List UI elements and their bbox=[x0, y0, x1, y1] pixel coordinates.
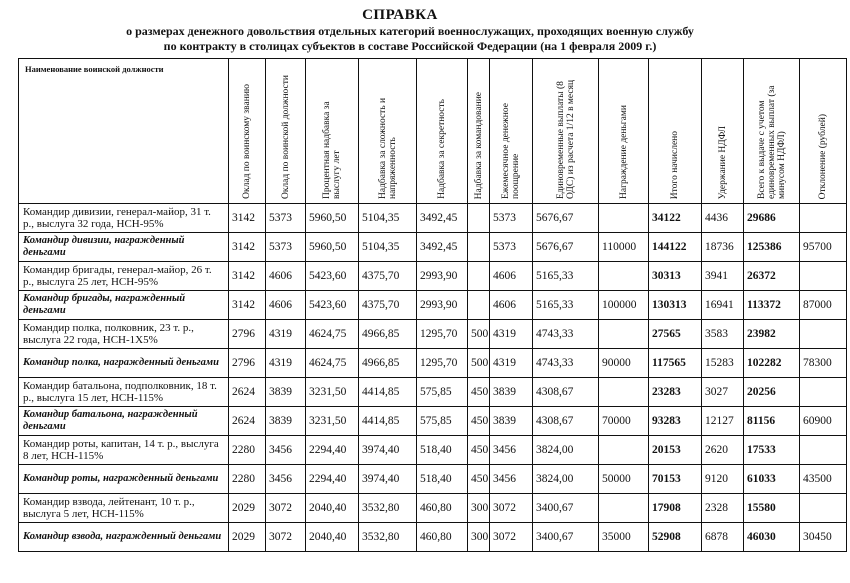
table-cell: 4414,85 bbox=[359, 378, 417, 407]
table-cell: 60900 bbox=[800, 407, 847, 436]
table-cell: 5676,67 bbox=[533, 233, 599, 262]
table-cell: 35000 bbox=[599, 523, 649, 552]
column-header-label: Итого начислено bbox=[670, 130, 680, 199]
table-cell: 90000 bbox=[599, 349, 649, 378]
position-name: Командир полка, награжденный деньгами bbox=[19, 349, 229, 378]
table-cell: 5960,50 bbox=[306, 204, 359, 233]
table-cell: 15580 bbox=[744, 494, 800, 523]
table-cell: 30450 bbox=[800, 523, 847, 552]
table-cell: 3583 bbox=[702, 320, 744, 349]
table-cell: 26372 bbox=[744, 262, 800, 291]
table-cell: 3839 bbox=[490, 378, 533, 407]
table-cell: 2624 bbox=[229, 378, 266, 407]
table-cell: 17908 bbox=[649, 494, 702, 523]
table-cell: 1295,70 bbox=[417, 349, 468, 378]
table-cell: 2328 bbox=[702, 494, 744, 523]
table-cell: 4606 bbox=[266, 291, 306, 320]
table-cell: 5373 bbox=[490, 204, 533, 233]
table-cell: 70153 bbox=[649, 465, 702, 494]
table-cell: 2040,40 bbox=[306, 523, 359, 552]
table-cell: 113372 bbox=[744, 291, 800, 320]
table-cell bbox=[800, 378, 847, 407]
table-cell: 3941 bbox=[702, 262, 744, 291]
document-subtitle bbox=[60, 24, 760, 54]
table-cell: 87000 bbox=[800, 291, 847, 320]
table-cell: 3456 bbox=[266, 436, 306, 465]
column-header-label: Ежемесячное денежное поощрение bbox=[501, 103, 521, 199]
table-cell bbox=[800, 262, 847, 291]
position-name: Командир дивизии, награжденный деньгами bbox=[19, 233, 229, 262]
table-row bbox=[19, 262, 847, 291]
table-cell: 3456 bbox=[266, 465, 306, 494]
table-cell: 12127 bbox=[702, 407, 744, 436]
table-cell: 3532,80 bbox=[359, 523, 417, 552]
table-cell: 27565 bbox=[649, 320, 702, 349]
table-cell: 300 bbox=[468, 494, 490, 523]
column-header bbox=[468, 59, 490, 204]
table-cell: 3974,40 bbox=[359, 436, 417, 465]
table-cell: 3824,00 bbox=[533, 465, 599, 494]
table-cell bbox=[599, 204, 649, 233]
table-cell: 2624 bbox=[229, 407, 266, 436]
column-header-label: Удержание НДФЛ bbox=[717, 125, 728, 199]
table-cell: 16941 bbox=[702, 291, 744, 320]
table-cell: 3231,50 bbox=[306, 378, 359, 407]
table-cell: 18736 bbox=[702, 233, 744, 262]
column-header-label: Награждение деньгами bbox=[618, 105, 629, 199]
column-header bbox=[533, 59, 599, 204]
table-cell: 5423,60 bbox=[306, 262, 359, 291]
table-cell: 4624,75 bbox=[306, 320, 359, 349]
table-cell: 450 bbox=[468, 407, 490, 436]
column-header-label: Процентная надбавка за выслугу лет bbox=[322, 101, 342, 199]
table-cell: 5373 bbox=[266, 204, 306, 233]
subtitle-line-1: о размерах денежного довольствия отдельных категорий военнослужащих, проходящих военную службу bbox=[126, 24, 694, 38]
table-cell: 3027 bbox=[702, 378, 744, 407]
table-cell: 4319 bbox=[490, 349, 533, 378]
table-cell bbox=[599, 378, 649, 407]
table-cell: 3142 bbox=[229, 291, 266, 320]
table-cell: 130313 bbox=[649, 291, 702, 320]
table-header-row bbox=[19, 59, 847, 204]
table-cell: 450 bbox=[468, 465, 490, 494]
column-header-position: Наименование воинской должности bbox=[19, 59, 229, 204]
position-name: Командир бригады, генерал-майор, 26 т. р., выслуга 25 лет, НСН-95% bbox=[19, 262, 229, 291]
position-name: Командир роты, капитан, 14 т. р., выслуга 8 лет, НСН-115% bbox=[19, 436, 229, 465]
table-cell: 4743,33 bbox=[533, 320, 599, 349]
table-row bbox=[19, 233, 847, 262]
column-header-label: Надбавка за командование bbox=[473, 91, 484, 199]
table-cell: 81156 bbox=[744, 407, 800, 436]
table-cell bbox=[599, 494, 649, 523]
table-cell: 4414,85 bbox=[359, 407, 417, 436]
table-cell: 5676,67 bbox=[533, 204, 599, 233]
table-cell: 3456 bbox=[490, 465, 533, 494]
column-header bbox=[599, 59, 649, 204]
table-cell: 4436 bbox=[702, 204, 744, 233]
table-cell: 300 bbox=[468, 523, 490, 552]
column-header bbox=[306, 59, 359, 204]
table-cell: 3456 bbox=[490, 436, 533, 465]
column-header bbox=[702, 59, 744, 204]
table-body bbox=[19, 204, 847, 552]
table-cell bbox=[468, 291, 490, 320]
table-cell: 3072 bbox=[266, 523, 306, 552]
table-cell: 3072 bbox=[266, 494, 306, 523]
table-cell: 2029 bbox=[229, 494, 266, 523]
table-cell: 20256 bbox=[744, 378, 800, 407]
table-cell: 23283 bbox=[649, 378, 702, 407]
table-cell: 518,40 bbox=[417, 436, 468, 465]
column-header bbox=[490, 59, 533, 204]
table-cell: 4606 bbox=[266, 262, 306, 291]
column-header-label: Отклонение (рублей) bbox=[818, 113, 828, 199]
table-cell bbox=[468, 262, 490, 291]
table-cell: 3839 bbox=[266, 407, 306, 436]
table-cell: 110000 bbox=[599, 233, 649, 262]
table-cell: 100000 bbox=[599, 291, 649, 320]
table-cell bbox=[468, 233, 490, 262]
table-cell: 3400,67 bbox=[533, 494, 599, 523]
column-header bbox=[649, 59, 702, 204]
table-cell: 3072 bbox=[490, 494, 533, 523]
table-cell: 70000 bbox=[599, 407, 649, 436]
table-cell: 61033 bbox=[744, 465, 800, 494]
position-name: Командир взвода, награжденный деньгами bbox=[19, 523, 229, 552]
column-header-label: Оклад по воинской должности bbox=[280, 74, 291, 199]
table-cell: 500 bbox=[468, 320, 490, 349]
column-header bbox=[744, 59, 800, 204]
table-cell: 5165,33 bbox=[533, 262, 599, 291]
table-cell: 1295,70 bbox=[417, 320, 468, 349]
table-row bbox=[19, 204, 847, 233]
table-cell: 5373 bbox=[490, 233, 533, 262]
position-name: Командир батальона, подполковник, 18 т. р., выслуга 15 лет, НСН-115% bbox=[19, 378, 229, 407]
table-cell: 4375,70 bbox=[359, 291, 417, 320]
table-cell: 50000 bbox=[599, 465, 649, 494]
column-header-label: Надбавка за сложность и напряженность bbox=[377, 97, 398, 199]
table-cell: 460,80 bbox=[417, 494, 468, 523]
table-cell: 29686 bbox=[744, 204, 800, 233]
table-cell: 3231,50 bbox=[306, 407, 359, 436]
table-cell: 4743,33 bbox=[533, 349, 599, 378]
column-header bbox=[800, 59, 847, 204]
table-cell: 2993,90 bbox=[417, 262, 468, 291]
column-header-label: Оклад по воинскому званию bbox=[242, 84, 252, 199]
table-cell: 3974,40 bbox=[359, 465, 417, 494]
table-cell: 3142 bbox=[229, 262, 266, 291]
table-cell: 3824,00 bbox=[533, 436, 599, 465]
table-cell: 3492,45 bbox=[417, 233, 468, 262]
position-name: Командир бригады, награжденный деньгами bbox=[19, 291, 229, 320]
table-row bbox=[19, 349, 847, 378]
table-cell: 3400,67 bbox=[533, 523, 599, 552]
table-cell: 5104,35 bbox=[359, 233, 417, 262]
table-cell: 125386 bbox=[744, 233, 800, 262]
table-cell: 2040,40 bbox=[306, 494, 359, 523]
column-header-label: Всего к выдаче с учетом единовременных выплат (за минусом НДФЛ) bbox=[756, 85, 787, 199]
table-row bbox=[19, 436, 847, 465]
position-name: Командир взвода, лейтенант, 10 т. р., выслуга 5 лет, НСН-115% bbox=[19, 494, 229, 523]
table-cell: 20153 bbox=[649, 436, 702, 465]
table-cell: 3532,80 bbox=[359, 494, 417, 523]
table-cell: 17533 bbox=[744, 436, 800, 465]
table-cell: 78300 bbox=[800, 349, 847, 378]
table-row bbox=[19, 320, 847, 349]
position-name: Командир батальона, награжденный деньгами bbox=[19, 407, 229, 436]
table-cell: 2029 bbox=[229, 523, 266, 552]
table-cell: 4375,70 bbox=[359, 262, 417, 291]
table-cell: 95700 bbox=[800, 233, 847, 262]
table-cell: 4308,67 bbox=[533, 407, 599, 436]
table-row bbox=[19, 494, 847, 523]
table-cell bbox=[800, 320, 847, 349]
table-cell: 5104,35 bbox=[359, 204, 417, 233]
table-cell: 3072 bbox=[490, 523, 533, 552]
table-cell bbox=[468, 204, 490, 233]
table-cell: 43500 bbox=[800, 465, 847, 494]
column-header-label: Единовременные выплаты (8 ОДС) из расчета 1/12 в месяц bbox=[555, 79, 576, 199]
column-header bbox=[417, 59, 468, 204]
table-cell: 2294,40 bbox=[306, 436, 359, 465]
table-cell: 4308,67 bbox=[533, 378, 599, 407]
table-cell: 9120 bbox=[702, 465, 744, 494]
table-cell: 2620 bbox=[702, 436, 744, 465]
table-cell bbox=[599, 320, 649, 349]
table-cell: 460,80 bbox=[417, 523, 468, 552]
table-cell: 4606 bbox=[490, 291, 533, 320]
table-cell bbox=[599, 436, 649, 465]
table-cell: 3142 bbox=[229, 204, 266, 233]
table-cell: 2280 bbox=[229, 465, 266, 494]
column-header bbox=[359, 59, 417, 204]
table-cell: 93283 bbox=[649, 407, 702, 436]
pay-table bbox=[18, 58, 847, 552]
column-header bbox=[229, 59, 266, 204]
table-cell: 2796 bbox=[229, 349, 266, 378]
table-cell: 144122 bbox=[649, 233, 702, 262]
table-cell: 4966,85 bbox=[359, 320, 417, 349]
table-cell: 5423,60 bbox=[306, 291, 359, 320]
table-cell bbox=[800, 204, 847, 233]
table-cell: 450 bbox=[468, 378, 490, 407]
table-cell: 102282 bbox=[744, 349, 800, 378]
table-cell: 575,85 bbox=[417, 378, 468, 407]
table-cell: 2796 bbox=[229, 320, 266, 349]
table-cell: 117565 bbox=[649, 349, 702, 378]
table-cell: 4606 bbox=[490, 262, 533, 291]
table-cell bbox=[800, 494, 847, 523]
subtitle-line-2: по контракту в столицах субъектов в составе Российской Федерации (на 1 февраля 2009 г.) bbox=[163, 39, 657, 53]
table-cell bbox=[599, 262, 649, 291]
position-name: Командир полка, полковник, 23 т. р., выслуга 22 года, НСН-1Х5% bbox=[19, 320, 229, 349]
table-cell: 2294,40 bbox=[306, 465, 359, 494]
table-cell: 5373 bbox=[266, 233, 306, 262]
table-cell: 52908 bbox=[649, 523, 702, 552]
table-cell: 4624,75 bbox=[306, 349, 359, 378]
table-cell: 23982 bbox=[744, 320, 800, 349]
column-header bbox=[266, 59, 306, 204]
position-name: Командир дивизии, генерал-майор, 31 т. р., выслуга 32 года, НСН-95% bbox=[19, 204, 229, 233]
table-cell: 4319 bbox=[266, 320, 306, 349]
table-cell: 3142 bbox=[229, 233, 266, 262]
column-header-label: Надбавка за секретность bbox=[437, 99, 447, 199]
table-cell: 6878 bbox=[702, 523, 744, 552]
table-cell bbox=[800, 436, 847, 465]
table-cell: 5165,33 bbox=[533, 291, 599, 320]
table-cell: 15283 bbox=[702, 349, 744, 378]
table-cell: 518,40 bbox=[417, 465, 468, 494]
table-cell: 30313 bbox=[649, 262, 702, 291]
table-cell: 46030 bbox=[744, 523, 800, 552]
table-cell: 3839 bbox=[490, 407, 533, 436]
table-cell: 34122 bbox=[649, 204, 702, 233]
table-cell: 3839 bbox=[266, 378, 306, 407]
table-cell: 4319 bbox=[490, 320, 533, 349]
table-row bbox=[19, 465, 847, 494]
document-title: СПРАВКА bbox=[362, 7, 438, 23]
table-row bbox=[19, 291, 847, 320]
table-row bbox=[19, 407, 847, 436]
table-cell: 575,85 bbox=[417, 407, 468, 436]
table-cell: 450 bbox=[468, 436, 490, 465]
table-cell: 2993,90 bbox=[417, 291, 468, 320]
table-cell: 3492,45 bbox=[417, 204, 468, 233]
position-name: Командир роты, награжденный деньгами bbox=[19, 465, 229, 494]
table-cell: 4319 bbox=[266, 349, 306, 378]
table-row bbox=[19, 378, 847, 407]
table-cell: 5960,50 bbox=[306, 233, 359, 262]
table-cell: 500 bbox=[468, 349, 490, 378]
table-cell: 4966,85 bbox=[359, 349, 417, 378]
table-row bbox=[19, 523, 847, 552]
table-cell: 2280 bbox=[229, 436, 266, 465]
